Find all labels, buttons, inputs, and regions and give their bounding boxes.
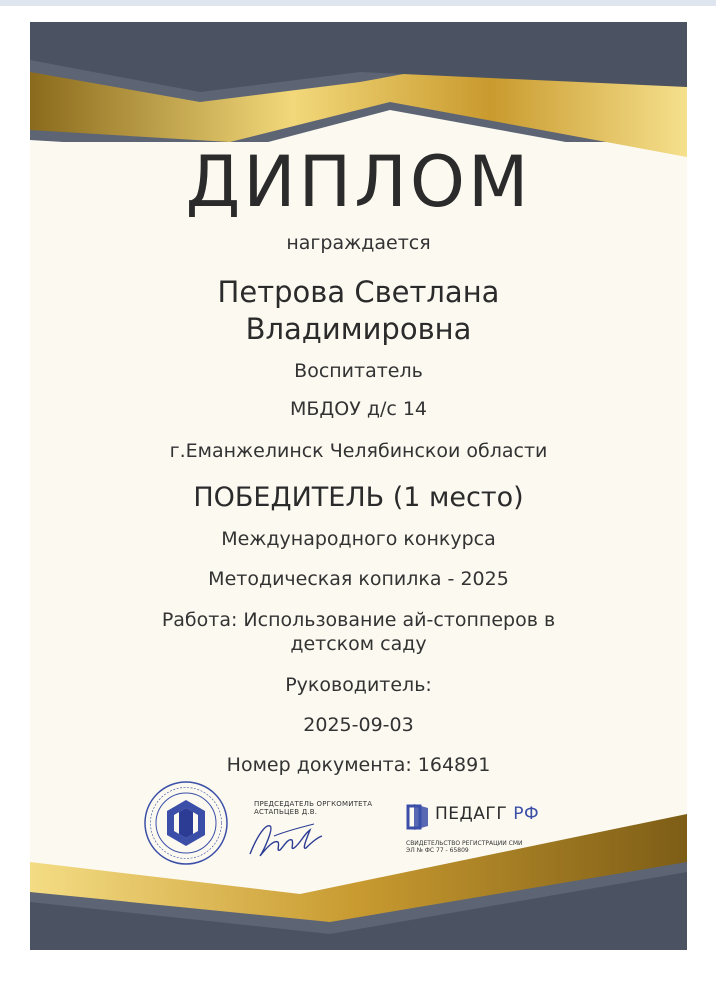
document-number: Номер документа: 164891: [226, 754, 491, 776]
brand-part1: ПЕДАГ: [435, 804, 497, 824]
chairman-name: АСТАПЬЦЕВ Д.В.: [254, 808, 318, 816]
work-title-line1: Работа: Использование ай-стопперов в: [161, 609, 556, 631]
diploma-title: ДИПЛОМ: [185, 141, 532, 223]
brand-registration: [406, 840, 523, 854]
brand-registration-line2: ЭЛ № ФС 77 - 65809: [406, 847, 469, 854]
diploma-content: [30, 22, 687, 950]
organization-seal: [143, 780, 229, 866]
leader-label: Руководитель:: [285, 674, 432, 696]
recipient-name-line2: Владимировна: [245, 312, 472, 346]
award-result: ПОБЕДИТЕЛЬ (1 место): [193, 482, 524, 513]
brand-registration-line1: СВИДЕТЕЛЬСТВО РЕГИСТРАЦИИ СМИ: [406, 840, 523, 847]
chairman-signature: [244, 816, 324, 862]
chairman-caption: [254, 800, 372, 816]
work-title-line2: детском саду: [290, 633, 427, 655]
awarded-label: награждается: [286, 232, 431, 254]
recipient-city: г.Еманжелинск Челябинскои области: [169, 440, 548, 462]
contest-type: Международного конкурса: [221, 528, 496, 550]
recipient-name-line1: Петрова Светлана: [217, 275, 500, 309]
recipient-position: Воспитатель: [294, 360, 423, 382]
recipient-name: [30, 274, 687, 348]
work-title: [30, 608, 687, 656]
chairman-title: ПРЕДСЕДАТЕЛЬ ОРГКОМИТЕТА: [254, 800, 373, 808]
top-edge: [0, 0, 716, 6]
contest-name: Методическая копилка - 2025: [208, 568, 509, 590]
pedagog-brand-name: [435, 804, 539, 824]
brand-part3: РФ: [513, 804, 540, 824]
diploma-sheet: [30, 22, 687, 950]
recipient-organization: МБДОУ д/с 14: [289, 398, 428, 420]
award-date: 2025-09-03: [303, 714, 414, 736]
brand-part2: Г: [496, 804, 508, 824]
